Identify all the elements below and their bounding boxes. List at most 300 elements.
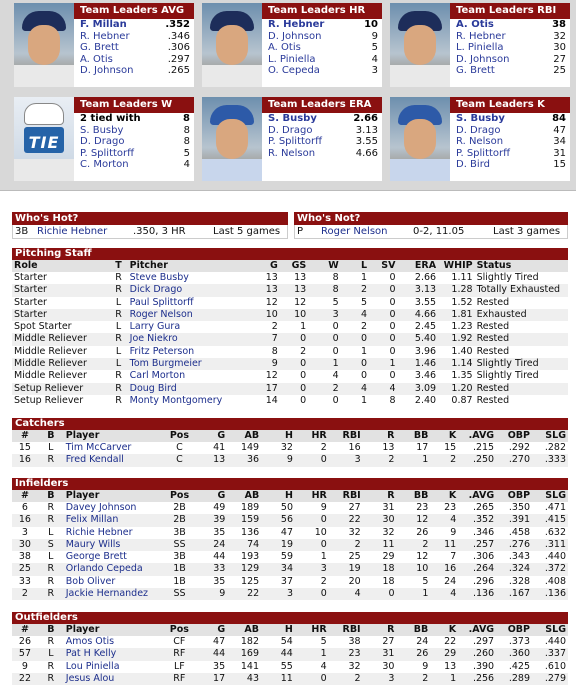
table-cell: .328 [508, 575, 531, 587]
leader-player-link[interactable]: O. Cepeda [268, 65, 320, 76]
table-row[interactable] [12, 333, 568, 345]
column-header[interactable]: HR [295, 624, 329, 636]
table-cell: 1.81 [438, 309, 475, 321]
column-header[interactable]: SLG [532, 624, 568, 636]
leader-value: 27 [553, 53, 566, 65]
table-cell: 2 [300, 345, 307, 357]
leader-player-link[interactable]: G. Brett [80, 42, 119, 53]
leader-value: .265 [167, 65, 190, 76]
table-header-row [12, 490, 568, 502]
player-link[interactable]: Jackie Hernandez [64, 588, 164, 600]
table-cell: 1 [396, 454, 430, 466]
column-header[interactable]: R [363, 624, 397, 636]
table-row[interactable] [12, 321, 568, 333]
table-row[interactable] [12, 358, 568, 370]
leader-player-link[interactable]: R. Nelson [456, 136, 504, 147]
leader-player-link[interactable]: R. Hebner [456, 30, 506, 42]
table-cell: 2 [271, 321, 278, 333]
table-header-row [12, 430, 568, 442]
column-header[interactable]: G [195, 430, 227, 442]
player-link[interactable]: Doug Bird [128, 383, 240, 395]
column-header[interactable]: H [261, 624, 295, 636]
table-row[interactable] [12, 284, 568, 296]
column-header[interactable]: Pos [163, 624, 195, 636]
leader-row [450, 148, 570, 160]
column-header[interactable]: RBI [329, 490, 363, 502]
table-cell: .276 [496, 539, 532, 551]
leader-player-link[interactable]: F. Millan [80, 19, 127, 30]
table-cell: 0 [332, 345, 339, 357]
column-header[interactable]: BB [396, 624, 430, 636]
column-header[interactable]: B [38, 624, 64, 636]
leader-value: 8 [183, 124, 190, 136]
player-link[interactable]: Tom Burgmeier [128, 358, 240, 370]
table-cell: L [115, 296, 122, 308]
leader-card-title: Team Leaders ERA [262, 97, 382, 113]
column-header[interactable]: H [261, 430, 295, 442]
leader-value: 38 [552, 19, 566, 30]
player-link[interactable]: Lou Piniella [65, 660, 120, 672]
table-cell: .391 [496, 514, 532, 526]
table-cell: 30 [12, 539, 38, 551]
column-header[interactable]: GS [280, 260, 308, 272]
whos-not-title: Who's Not? [294, 212, 568, 225]
leader-player-link[interactable]: D. Bird [456, 159, 490, 170]
player-link[interactable]: Roger Nelson [128, 309, 240, 321]
table-row[interactable] [12, 673, 568, 685]
table-cell: R [109, 383, 127, 395]
leader-player-link[interactable]: R. Nelson [268, 147, 316, 159]
column-header[interactable]: RBI [329, 624, 363, 636]
player-link[interactable]: Larry Gura [129, 321, 181, 333]
table-cell: 5 [332, 296, 339, 308]
table-cell: 13 [294, 272, 307, 283]
table-cell: 3 [329, 454, 363, 466]
table-cell: .136 [458, 588, 496, 600]
leader-card [14, 3, 194, 87]
leader-player-link[interactable]: D. Johnson [456, 53, 510, 65]
tie-logo[interactable] [14, 97, 74, 181]
table-cell: 5.40 [397, 333, 438, 345]
table-cell: Middle Reliever [12, 333, 109, 345]
column-header[interactable]: R [363, 430, 397, 442]
table-row[interactable] [12, 272, 568, 284]
table-cell: .279 [532, 673, 568, 685]
player-link[interactable]: Monty Montgomery [129, 394, 223, 406]
column-header[interactable]: OBP [496, 490, 532, 502]
column-header[interactable]: OBP [496, 430, 532, 442]
table-cell: 47 [280, 526, 293, 538]
column-header[interactable]: SV [369, 260, 397, 272]
leader-player-link[interactable]: S. Busby [268, 113, 317, 124]
player-link[interactable]: Maury Wills [64, 539, 164, 551]
table-row[interactable] [12, 539, 568, 551]
table-cell: Slightly Tired [476, 370, 539, 382]
column-header[interactable]: B [38, 490, 64, 502]
column-header[interactable]: AB [227, 490, 261, 502]
table-cell: S [38, 539, 64, 551]
table-row[interactable] [12, 576, 568, 588]
player-photo[interactable] [14, 3, 74, 87]
column-header[interactable]: Player [64, 624, 164, 636]
table-cell: 3 [308, 309, 340, 321]
table-row[interactable] [12, 514, 568, 526]
table-cell: 9 [195, 588, 227, 600]
table-cell: 16 [12, 454, 38, 466]
table-cell: 17 [416, 442, 429, 453]
table-cell: 3.55 [414, 296, 437, 308]
leader-value: 31 [553, 147, 566, 159]
table-row[interactable] [12, 370, 568, 382]
table-row[interactable] [12, 395, 568, 407]
pitching-staff-title: Pitching Staff [12, 248, 568, 260]
leader-value: 34 [553, 136, 566, 147]
table-cell: 24 [444, 575, 457, 587]
table-cell: R [115, 272, 122, 283]
column-header[interactable]: AB [227, 430, 261, 442]
leader-player-link[interactable]: A. Otis [456, 19, 494, 30]
leader-player-link[interactable]: R. Hebner [80, 30, 130, 42]
column-header[interactable]: HR [295, 430, 329, 442]
leader-player-link[interactable]: C. Morton [80, 159, 129, 170]
column-header[interactable]: WHIP [438, 260, 475, 272]
whos-hot-pos: 3B [15, 226, 29, 237]
table-cell: 0 [369, 309, 397, 321]
leader-player-link[interactable]: S. Busby [456, 113, 505, 124]
table-cell: 0 [389, 321, 396, 333]
leader-player-link[interactable]: P. Splittorff [80, 147, 135, 159]
table-cell: 0 [280, 358, 308, 370]
table-cell: .260 [458, 648, 496, 660]
leader-player-link[interactable]: D. Drago [80, 136, 125, 147]
column-header[interactable]: Role [12, 260, 109, 272]
player-link[interactable]: Richie Hebner [65, 526, 133, 538]
leader-value: 32 [553, 30, 566, 42]
table-cell: .632 [544, 526, 566, 538]
column-header[interactable]: AB [227, 624, 261, 636]
player-photo[interactable] [390, 97, 450, 181]
table-cell: 0 [308, 333, 340, 345]
table-cell: 2.45 [414, 321, 437, 333]
whos-hot-title: Who's Hot? [12, 212, 288, 225]
player-link[interactable]: Tim McCarver [65, 442, 132, 453]
table-cell: 2 [341, 284, 369, 296]
table-row[interactable] [12, 383, 568, 395]
table-cell: 0 [361, 370, 368, 382]
leader-player-link[interactable]: D. Johnson [268, 30, 322, 42]
player-link[interactable]: Orlando Cepeda [64, 563, 164, 575]
player-link[interactable]: George Brett [65, 551, 127, 563]
column-header[interactable]: # [12, 490, 38, 502]
table-cell: .324 [496, 563, 532, 575]
table-cell: 1 [361, 345, 368, 357]
table-cell: Rested [476, 345, 510, 357]
leader-player-link[interactable]: L. Piniella [268, 53, 316, 65]
player-link[interactable]: Jesus Alou [64, 673, 164, 685]
player-link[interactable]: Fred Kendall [64, 454, 164, 466]
whos-hot-period: Last 5 games [213, 226, 281, 237]
column-header[interactable]: H [261, 490, 295, 502]
table-cell: 4.66 [397, 309, 438, 321]
leader-row [74, 125, 194, 137]
player-link[interactable]: Fritz Peterson [129, 345, 195, 357]
table-cell: 0 [295, 514, 329, 526]
table-cell: 1 [295, 648, 329, 660]
leader-row [450, 54, 570, 66]
table-cell: 39 [195, 514, 227, 526]
table-cell: 3.13 [397, 284, 438, 296]
player-link[interactable]: Felix Millan [64, 514, 164, 526]
leader-player-link[interactable]: P. Splittorff [456, 147, 511, 159]
player-photo[interactable] [390, 3, 450, 87]
column-header[interactable]: HR [295, 490, 329, 502]
table-cell: Slightly Tired [475, 358, 568, 370]
table-row[interactable] [12, 551, 568, 563]
table-row[interactable] [12, 527, 568, 539]
column-header[interactable]: Pitcher [128, 260, 240, 272]
table-cell: .215 [472, 442, 495, 453]
table-row[interactable] [12, 454, 568, 466]
table-cell: C [163, 454, 195, 466]
table-cell: Totally Exhausted [475, 284, 568, 296]
table-cell: L [109, 358, 127, 370]
table-cell: 17 [239, 383, 280, 395]
player-link[interactable]: Davey Johnson [65, 502, 137, 513]
leader-player-link[interactable]: R. Hebner [268, 19, 325, 30]
leader-value: .346 [167, 30, 190, 42]
leader-value: 5 [183, 147, 190, 159]
table-cell: 23 [444, 502, 457, 513]
table-row[interactable] [12, 661, 568, 673]
leader-player-link[interactable]: D. Johnson [80, 65, 134, 76]
table-cell: Starter [12, 309, 109, 321]
pitching-staff-table [12, 260, 568, 407]
column-header[interactable]: .AVG [458, 430, 496, 442]
table-cell: 149 [240, 442, 260, 453]
table-cell: .440 [544, 551, 566, 563]
column-header[interactable]: Player [64, 430, 164, 442]
leader-card-title: Team Leaders W [74, 97, 194, 113]
table-cell: 19 [329, 563, 363, 575]
outfielders-title: Outfielders [12, 612, 568, 624]
leader-player-link[interactable]: G. Brett [456, 65, 495, 76]
table-cell: 4 [430, 514, 458, 526]
table-row[interactable] [12, 648, 568, 660]
table-row[interactable] [12, 563, 568, 575]
column-header[interactable]: BB [397, 490, 431, 502]
table-cell: 10 [397, 563, 431, 575]
table-cell: 10 [314, 526, 327, 538]
column-header[interactable]: G [239, 260, 280, 272]
table-cell: 1 [369, 358, 397, 370]
leader-player-link[interactable]: A. Otis [268, 42, 301, 53]
table-cell: 33 [18, 575, 31, 587]
leader-row [262, 19, 382, 31]
leader-row [262, 42, 382, 54]
table-cell: 193 [241, 551, 260, 563]
leader-row [450, 42, 570, 54]
table-cell: 1.28 [438, 284, 475, 296]
table-cell: Starter [14, 272, 47, 283]
table-row[interactable] [12, 588, 568, 600]
column-header[interactable]: BB [396, 430, 430, 442]
column-header[interactable]: RBI [329, 430, 363, 442]
table-cell: 0 [332, 321, 339, 333]
table-cell: 136 [241, 526, 260, 538]
column-header[interactable]: OBP [496, 624, 532, 636]
leader-player-link[interactable]: P. Splittorff [268, 136, 323, 147]
column-header[interactable]: .AVG [458, 490, 496, 502]
column-header[interactable]: G [195, 490, 227, 502]
leader-row [450, 31, 570, 43]
table-cell: .265 [472, 502, 495, 513]
player-photo[interactable] [202, 3, 262, 87]
column-header[interactable]: .AVG [458, 624, 496, 636]
table-cell: SS [164, 588, 196, 600]
table-cell: R [38, 514, 64, 526]
table-cell: Rested [476, 394, 510, 406]
player-link[interactable]: Paul Splittorff [129, 296, 194, 308]
table-cell: R [38, 454, 64, 466]
table-cell: Rested [475, 333, 568, 345]
table-cell: 20 [348, 575, 361, 587]
table-row[interactable] [12, 309, 568, 321]
leader-row [262, 125, 382, 137]
table-cell: 3.09 [397, 383, 438, 395]
table-cell: 2B [173, 502, 186, 513]
table-cell: 31 [363, 648, 397, 660]
column-header[interactable]: K [430, 430, 458, 442]
column-header[interactable]: T [109, 260, 127, 272]
column-header[interactable]: K [430, 624, 458, 636]
table-cell: 30 [382, 660, 395, 672]
table-cell: 0 [389, 370, 396, 382]
table-cell: 2 [329, 673, 363, 685]
table-cell: 44 [213, 551, 226, 563]
table-row[interactable] [12, 346, 568, 358]
player-link[interactable]: Steve Busby [129, 272, 189, 283]
table-cell: Setup Reliever [14, 394, 84, 406]
whos-not-player-link[interactable]: Roger Nelson [321, 226, 388, 237]
leader-player-link[interactable]: D. Drago [268, 124, 313, 136]
player-link[interactable]: Bob Oliver [65, 575, 116, 587]
leader-row [262, 31, 382, 43]
table-row[interactable] [12, 297, 568, 309]
table-cell: 29 [430, 648, 458, 660]
player-link[interactable]: Dick Drago [128, 284, 240, 296]
table-cell: .264 [458, 563, 496, 575]
leader-player-link[interactable]: A. Otis [80, 53, 113, 65]
table-cell: 41 [213, 442, 226, 453]
table-cell: 10 [280, 309, 308, 321]
table-cell: 3.96 [414, 345, 437, 357]
player-link[interactable]: Pat H Kelly [64, 648, 164, 660]
player-link[interactable]: Carl Morton [129, 370, 186, 382]
table-cell: 3.46 [414, 370, 437, 382]
column-header[interactable]: Pos [164, 490, 196, 502]
table-cell: 8 [308, 284, 340, 296]
table-cell: 182 [240, 636, 260, 647]
table-cell: Spot Starter [14, 321, 72, 333]
table-cell: 1.40 [451, 345, 473, 357]
table-cell: 22 [329, 514, 363, 526]
table-cell: 1 [300, 321, 307, 333]
table-cell: L [115, 321, 122, 333]
column-header[interactable]: R [363, 490, 397, 502]
column-header[interactable]: G [195, 624, 227, 636]
column-header[interactable]: Status [475, 260, 568, 272]
column-header[interactable]: W [308, 260, 340, 272]
table-cell: 0 [280, 333, 308, 345]
leader-value: 9 [371, 30, 378, 42]
leader-player-link[interactable]: L. Piniella [456, 42, 504, 53]
player-photo[interactable] [202, 97, 262, 181]
column-header[interactable]: # [12, 430, 38, 442]
table-cell: 10 [239, 309, 280, 321]
table-cell: R [47, 502, 55, 513]
leader-player-link: 2 tied with [80, 113, 141, 124]
table-cell: 32 [348, 660, 361, 672]
table-cell: 3B [173, 551, 186, 563]
column-header[interactable]: SLG [532, 490, 568, 502]
table-row[interactable] [12, 502, 568, 514]
table-cell: 26 [416, 526, 429, 538]
table-cell: 32 [382, 526, 395, 538]
table-cell: 2.66 [414, 272, 437, 283]
leader-player-link[interactable]: D. Drago [456, 124, 501, 136]
table-header-row [12, 260, 568, 272]
table-cell: .306 [472, 551, 495, 563]
table-cell: 22 [12, 673, 38, 685]
leader-row [74, 148, 194, 160]
whos-not-period: Last 3 games [493, 226, 561, 237]
leader-value: 4 [371, 53, 378, 65]
player-link[interactable]: Amos Otis [65, 636, 115, 647]
table-cell: .458 [508, 526, 531, 538]
table-row[interactable] [12, 636, 568, 648]
table-cell: 169 [227, 648, 261, 660]
column-header[interactable]: B [38, 430, 64, 442]
player-link[interactable]: Joe Niekro [128, 333, 240, 345]
table-cell: .346 [472, 526, 495, 538]
table-cell: R [38, 588, 64, 600]
leader-player-link[interactable]: S. Busby [80, 124, 124, 136]
team-leaders-panel [0, 0, 576, 191]
table-cell: 74 [227, 539, 261, 551]
table-cell: Rested [476, 321, 510, 333]
column-header[interactable]: K [430, 490, 458, 502]
leader-value: 3 [371, 65, 378, 76]
table-cell: 0.87 [451, 394, 473, 406]
column-header[interactable]: L [341, 260, 369, 272]
table-cell: 125 [241, 575, 260, 587]
table-cell: 23 [416, 502, 429, 513]
leader-row [74, 19, 194, 31]
column-header[interactable]: SLG [532, 430, 568, 442]
table-cell: 35 [213, 575, 226, 587]
column-header[interactable]: Player [64, 490, 164, 502]
table-cell: 33 [195, 563, 227, 575]
table-cell: 5 [361, 296, 368, 308]
table-row[interactable] [12, 442, 568, 454]
column-header[interactable]: Pos [163, 430, 195, 442]
table-cell: 5 [320, 636, 327, 647]
whos-hot-player-link[interactable]: Richie Hebner [37, 226, 108, 237]
table-cell: 3 [261, 588, 295, 600]
table-cell: 15 [18, 442, 31, 453]
column-header[interactable]: ERA [397, 260, 438, 272]
column-header[interactable]: # [12, 624, 38, 636]
